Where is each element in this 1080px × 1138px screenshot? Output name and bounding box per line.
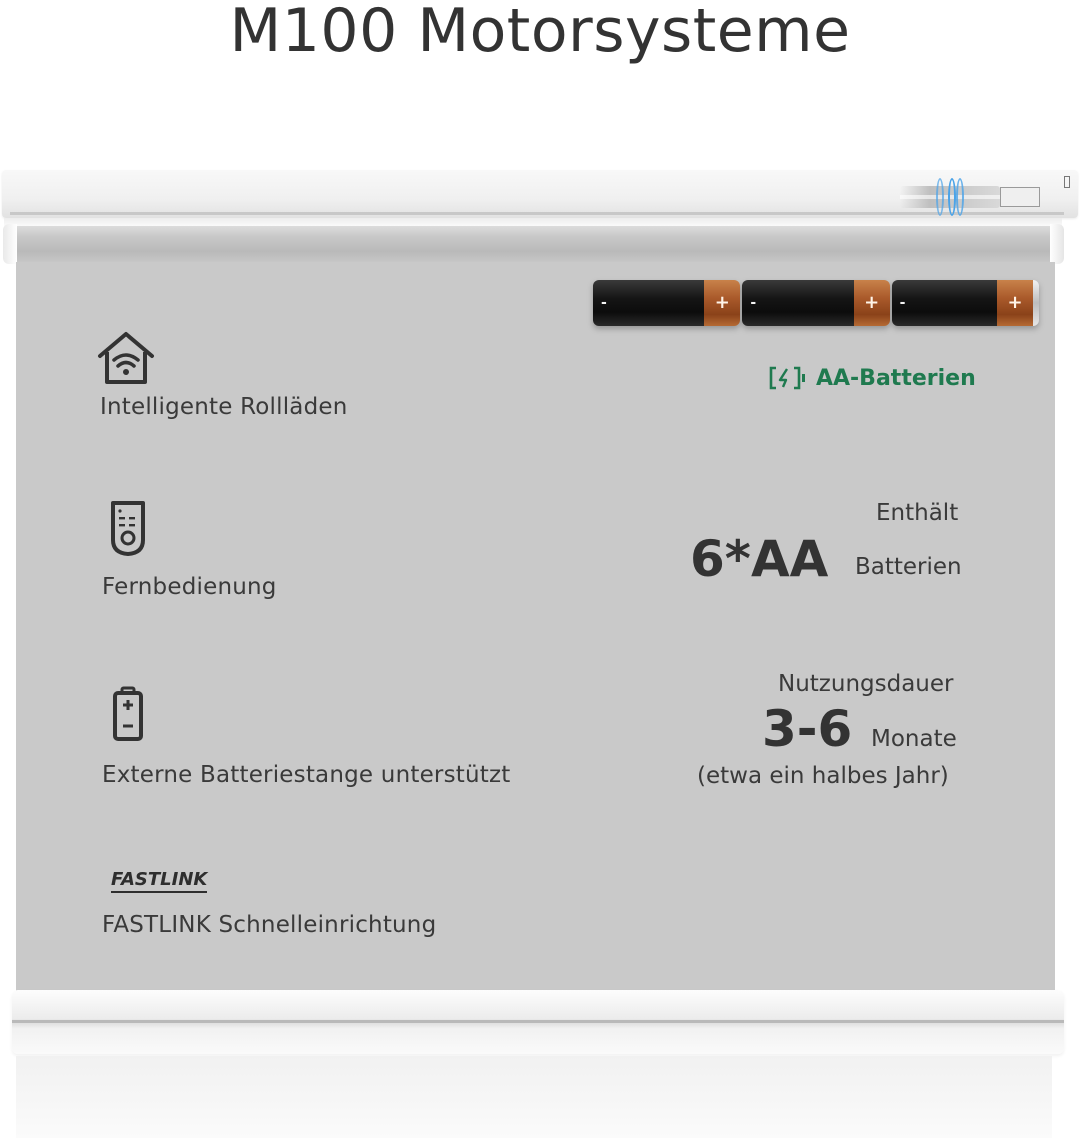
- spec-lifetime-note: (etwa ein halbes Jahr): [697, 763, 949, 789]
- plus-icon: +: [864, 292, 880, 313]
- aa-battery-stack: [593, 280, 1041, 328]
- spec-contains-prefix: Enthält: [876, 500, 959, 526]
- minus-icon: -: [601, 295, 607, 311]
- signal-ring-icon: [936, 178, 944, 216]
- spec-lifetime-prefix: Nutzungsdauer: [778, 671, 954, 697]
- battery-icon: [112, 686, 144, 746]
- spec-contains-value: 6*AA: [690, 530, 829, 588]
- roller-tube: [10, 226, 1058, 262]
- aa-battery: [593, 280, 740, 326]
- charging-battery-icon: [768, 366, 808, 390]
- feature-label: FASTLINK Schnelleinrichtung: [102, 912, 437, 938]
- fastlink-logo: FASTLINK: [111, 870, 207, 893]
- minus-icon: -: [899, 295, 906, 311]
- minus-icon: -: [750, 295, 757, 311]
- battery-terminal: [1033, 280, 1039, 326]
- endcap-right: [1050, 224, 1064, 264]
- tubular-motor: [900, 180, 1050, 212]
- remote-control-icon: [110, 500, 146, 560]
- plus-icon: +: [714, 292, 730, 313]
- headrail-groove: [10, 212, 1064, 215]
- motor-switch: [1064, 176, 1070, 188]
- reflection: [16, 1056, 1052, 1138]
- aa-battery: [892, 280, 1039, 326]
- endcap-left: [3, 224, 17, 264]
- aa-battery: [742, 280, 889, 326]
- signal-ring-icon: [956, 178, 964, 216]
- page-title: M100 Motorsysteme: [229, 0, 851, 66]
- plus-icon: +: [1007, 292, 1023, 313]
- rail-lip: [4, 218, 1062, 226]
- feature-label: Externe Batteriestange unterstützt: [102, 762, 511, 788]
- bottom-bar: [12, 990, 1064, 1054]
- feature-label: Fernbedienung: [102, 574, 277, 600]
- motor-head: [1000, 187, 1040, 207]
- spec-lifetime-unit: Monate: [871, 726, 957, 752]
- signal-ring-icon: [948, 178, 956, 216]
- spec-contains-suffix: Batterien: [855, 554, 962, 580]
- bottom-bar-groove: [12, 1020, 1064, 1023]
- feature-label: Intelligente Rollläden: [100, 394, 348, 420]
- spec-lifetime-value: 3-6: [762, 700, 853, 758]
- battery-type-badge: [768, 364, 976, 392]
- battery-type-label: AA-Batterien: [816, 365, 976, 391]
- smart-home-wifi-icon: [96, 330, 156, 390]
